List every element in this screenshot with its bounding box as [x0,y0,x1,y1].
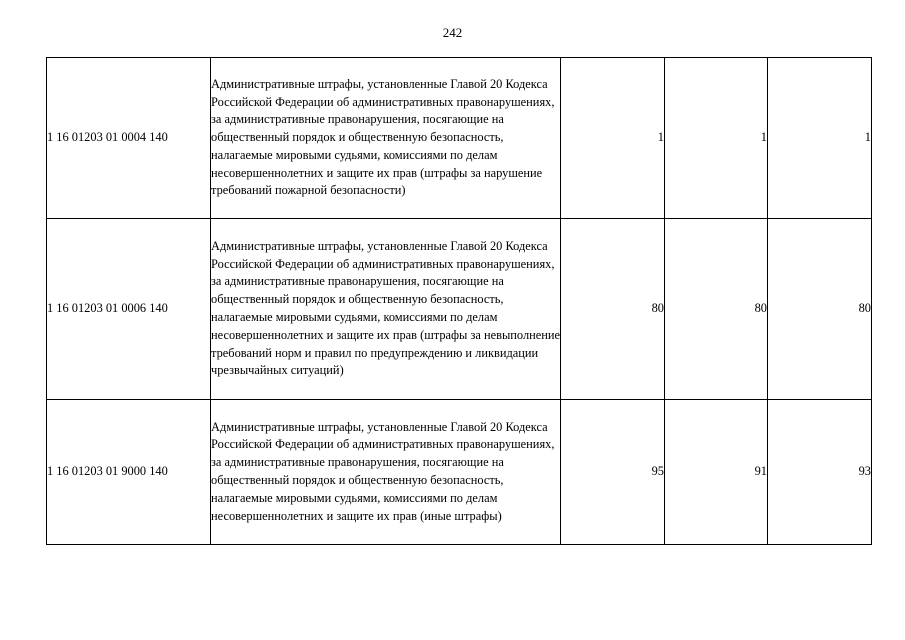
value-cell-1: 80 [561,219,665,400]
value-cell-1: 1 [561,58,665,219]
budget-code-cell: 1 16 01203 01 9000 140 [47,400,211,545]
description-cell: Административные штрафы, установленные Главой 20 Кодекса Российской Федерации об административных правонарушениях, за административные правонарушения, посягающие на общественный порядок и общественную безопасность, налагаемые мировыми судьями, комиссиями по делам несовершеннолетних и защите их прав (штрафы за невыполнение требований норм и правил по предупреждению и ликвидации чрезвычайных ситуаций) [211,219,561,400]
budget-code-cell: 1 16 01203 01 0006 140 [47,219,211,400]
table-row [47,58,872,219]
value-cell-1: 95 [561,400,665,545]
page-number: 242 [442,25,463,40]
value-cell-2: 1 [665,58,768,219]
value-cell-2: 80 [665,219,768,400]
value-cell-3: 80 [768,219,872,400]
value-cell-3: 1 [768,58,872,219]
value-cell-3: 93 [768,400,872,545]
table-row [47,400,872,545]
table-row [47,219,872,400]
value-cell-2: 91 [665,400,768,545]
description-cell: Административные штрафы, установленные Главой 20 Кодекса Российской Федерации об административных правонарушениях, за административные правонарушения, посягающие на общественный порядок и общественную безопасность, налагаемые мировыми судьями, комиссиями по делам несовершеннолетних и защите их прав (штрафы за нарушение требований пожарной безопасности) [211,58,561,219]
revenue-table [46,57,872,545]
description-cell: Административные штрафы, установленные Главой 20 Кодекса Российской Федерации об административных правонарушениях, за административные правонарушения, посягающие на общественный порядок и общественную безопасность, налагаемые мировыми судьями, комиссиями по делам несовершеннолетних и защите их прав (иные штрафы) [211,400,561,545]
budget-code-cell: 1 16 01203 01 0004 140 [47,58,211,219]
